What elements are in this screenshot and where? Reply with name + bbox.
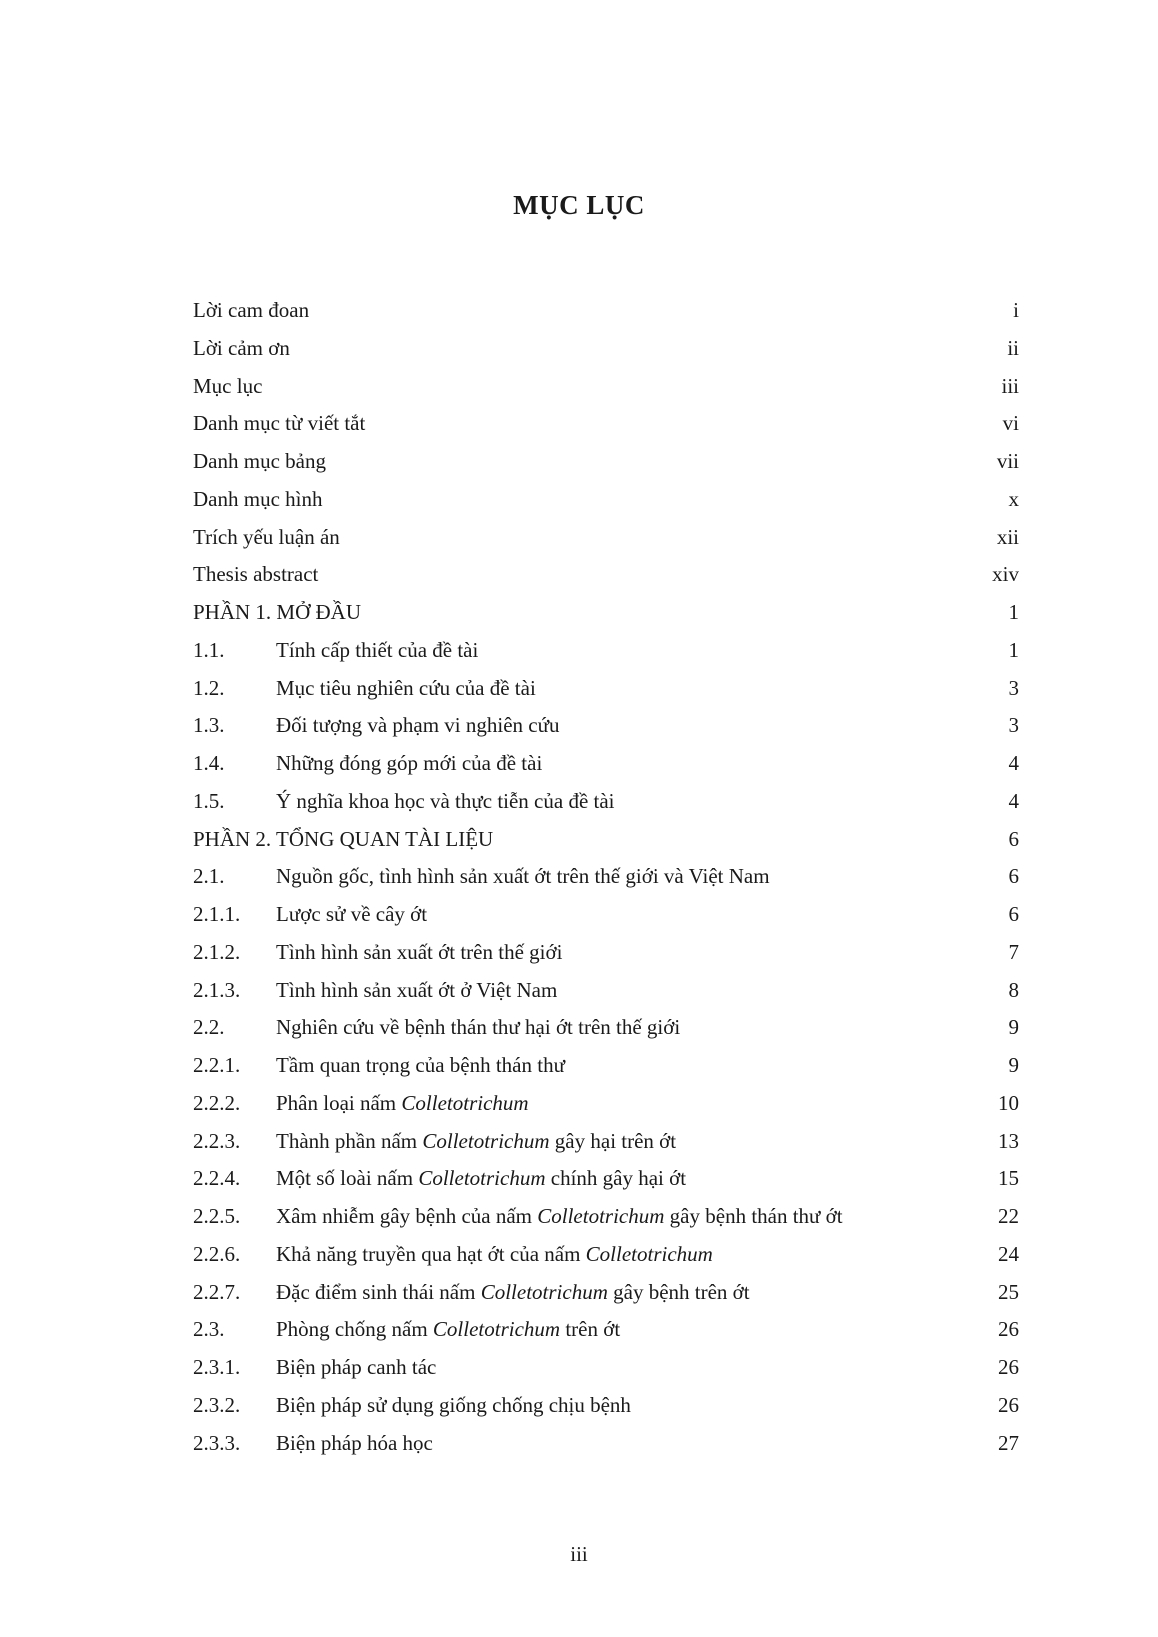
toc-entry-title-part: Những đóng góp mới của đề tài xyxy=(276,751,543,775)
toc-entry-title-part: PHẦN 2. TỔNG QUAN TÀI LIỆU xyxy=(193,826,494,851)
toc-entry-page: 4 xyxy=(1008,751,1019,775)
toc-entry-title-part: Thesis abstract xyxy=(193,562,319,587)
toc-entry-page: 3 xyxy=(1008,675,1019,700)
toc-entry-number: 2.2.3. xyxy=(193,1128,241,1153)
toc-entry-page: 15 xyxy=(998,1166,1019,1191)
page-number: iii xyxy=(570,1542,588,1566)
toc-entry-title xyxy=(193,481,322,519)
toc-entry-title-italic: Colletotrichum xyxy=(401,1090,529,1115)
toc-entry-title xyxy=(276,1047,565,1085)
toc-entry-title xyxy=(276,632,478,670)
toc-entry-title-part: Khả năng truyền qua hạt ớt của nấm xyxy=(276,1241,586,1266)
toc-entry-number: 2.2.4. xyxy=(193,1166,241,1191)
toc-entry-title-italic: Colletotrichum xyxy=(418,1166,546,1191)
toc-entry xyxy=(193,632,1019,670)
toc-entry xyxy=(193,1236,1019,1274)
toc-entry-title-part: Biện pháp canh tác xyxy=(276,1355,437,1379)
table-of-contents xyxy=(193,292,1019,1462)
toc-entry-page: 9 xyxy=(1008,1015,1019,1040)
toc-entry-title-part: Danh mục từ viết tắt xyxy=(193,411,366,436)
toc-entry-title-part: Thành phần nấm xyxy=(276,1128,423,1153)
toc-entry-page: xii xyxy=(996,524,1019,549)
toc-entry-page: 27 xyxy=(998,1430,1019,1455)
toc-entry-title xyxy=(193,368,262,406)
toc-entry-title xyxy=(276,670,536,708)
toc-entry xyxy=(193,1349,1019,1387)
toc-entry-title xyxy=(193,519,340,557)
toc-entry-title-italic: Colletotrichum xyxy=(432,1317,561,1342)
toc-entry-page: 6 xyxy=(1008,826,1019,851)
toc-entry-title-part: Đối tượng và phạm vi nghiên cứu xyxy=(276,713,560,738)
toc-entry-title-part: Nghiên cứu về bệnh thán thư hại ớt trên thế giới xyxy=(276,1015,681,1040)
toc-entry xyxy=(193,707,1019,745)
toc-entry-title-part: Xâm nhiễm gây bệnh của nấm xyxy=(276,1204,538,1228)
toc-entry xyxy=(193,594,1019,632)
toc-entry-title xyxy=(276,745,542,783)
toc-entry-page: 1 xyxy=(1008,600,1019,624)
toc-entry-number: 1.5. xyxy=(193,788,225,813)
toc-entry-title-part: gây hại trên ớt xyxy=(549,1128,677,1153)
toc-entry-page: 10 xyxy=(998,1090,1019,1115)
toc-entry-title xyxy=(193,821,493,859)
toc-entry xyxy=(193,896,1019,934)
toc-entry-number: 2.3.3. xyxy=(193,1430,241,1455)
toc-entry-title xyxy=(276,1123,676,1161)
toc-entry-page: 6 xyxy=(1008,864,1019,889)
toc-entry-number: 2.1. xyxy=(193,864,225,889)
toc-entry-number: 1.1. xyxy=(193,637,225,662)
toc-entry-number: 1.3. xyxy=(193,713,225,738)
toc-entry-page: 26 xyxy=(998,1392,1019,1417)
toc-entry-page: ii xyxy=(1007,335,1019,360)
toc-entry-title xyxy=(276,1160,686,1198)
toc-entry xyxy=(193,481,1019,519)
toc-entry-number: 1.2. xyxy=(193,675,225,700)
toc-entry-title-part: Trích yếu luận án xyxy=(193,524,340,549)
toc-entry xyxy=(193,1123,1019,1161)
toc-entry-page: x xyxy=(1008,486,1019,511)
toc-entry-title-italic: Colletotrichum xyxy=(585,1241,713,1266)
toc-entry-title xyxy=(193,292,309,330)
toc-entry-title xyxy=(276,1349,436,1387)
toc-entry-page: 8 xyxy=(1008,977,1019,1002)
toc-entry-page: i xyxy=(1013,298,1019,322)
toc-entry-page: 4 xyxy=(1008,788,1019,813)
toc-entry-page: 9 xyxy=(1008,1053,1019,1077)
toc-entry xyxy=(193,821,1019,859)
toc-entry-title-italic: Colletotrichum xyxy=(480,1279,608,1304)
toc-entry-title-part: Biện pháp sử dụng giống chống chịu bệnh xyxy=(276,1392,631,1417)
toc-entry-title xyxy=(276,1198,843,1236)
toc-entry-page: 26 xyxy=(998,1317,1019,1342)
toc-entry-page: 6 xyxy=(1008,902,1019,926)
toc-entry-page: 22 xyxy=(998,1204,1019,1228)
toc-entry xyxy=(193,368,1019,406)
toc-entry-page: 1 xyxy=(1008,637,1019,662)
toc-entry xyxy=(193,972,1019,1010)
toc-entry-title-italic: Colletotrichum xyxy=(537,1204,665,1228)
toc-entry-title-part: Phân loại nấm xyxy=(276,1090,402,1115)
toc-entry xyxy=(193,1274,1019,1312)
toc-entry-title xyxy=(276,1425,433,1463)
toc-entry-title xyxy=(276,783,615,821)
toc-entry-title xyxy=(193,594,361,632)
toc-entry xyxy=(193,1311,1019,1349)
toc-entry-number: 2.2.2. xyxy=(193,1090,241,1115)
toc-entry-page: 7 xyxy=(1008,939,1019,964)
toc-entry-title xyxy=(276,1236,713,1274)
toc-entry-number: 2.1.3. xyxy=(193,977,241,1002)
toc-entry-title xyxy=(193,405,365,443)
toc-entry-title-part: Mục tiêu nghiên cứu của đề tài xyxy=(276,675,536,700)
toc-entry-title-part: trên ớt xyxy=(560,1317,621,1342)
toc-entry xyxy=(193,405,1019,443)
toc-entry-title-part: Phòng chống nấm xyxy=(276,1317,433,1342)
toc-entry-title-part: Ý nghĩa khoa học và thực tiễn của đề tài xyxy=(276,788,615,813)
toc-entry-page: 24 xyxy=(998,1241,1019,1266)
toc-entry-title xyxy=(276,1311,620,1349)
toc-entry-title xyxy=(193,556,318,594)
toc-entry-title xyxy=(276,896,427,934)
toc-entry xyxy=(193,330,1019,368)
toc-entry-page: 26 xyxy=(998,1355,1019,1379)
toc-entry-title-part: PHẦN 1. MỞ ĐẦU xyxy=(193,600,362,624)
toc-entry-number: 2.2.6. xyxy=(193,1241,241,1266)
toc-entry-page: 25 xyxy=(998,1279,1019,1304)
toc-entry-title-part: Lời cảm ơn xyxy=(193,335,290,360)
toc-entry-number: 2.2.1. xyxy=(193,1053,241,1077)
toc-entry-title xyxy=(276,707,560,745)
toc-entry-number: 2.1.1. xyxy=(193,902,241,926)
toc-entry xyxy=(193,934,1019,972)
toc-entry-title-part: Tình hình sản xuất ớt trên thế giới xyxy=(276,939,563,964)
toc-entry xyxy=(193,292,1019,330)
toc-entry xyxy=(193,858,1019,896)
toc-entry-number: 2.3.1. xyxy=(193,1355,241,1379)
toc-entry-number: 1.4. xyxy=(193,751,225,775)
toc-entry xyxy=(193,1047,1019,1085)
toc-entry xyxy=(193,1425,1019,1463)
toc-entry xyxy=(193,1085,1019,1123)
toc-entry-page: xiv xyxy=(992,562,1019,587)
toc-entry-title-part: Một số loài nấm xyxy=(276,1166,419,1191)
toc-entry-page: 3 xyxy=(1008,713,1019,738)
toc-entry xyxy=(193,1387,1019,1425)
toc-entry-title-part: Danh mục hình xyxy=(193,486,323,511)
toc-entry-title xyxy=(276,1085,529,1123)
toc-entry-title-part: Tình hình sản xuất ớt ở Việt Nam xyxy=(276,977,558,1002)
toc-entry-number: 2.3. xyxy=(193,1317,225,1342)
toc-entry-title-part: gây bệnh trên ớt xyxy=(607,1279,750,1304)
toc-entry-title-part: Lược sử về cây ớt xyxy=(276,902,428,926)
toc-entry xyxy=(193,783,1019,821)
toc-entry-title-part: Đặc điểm sinh thái nấm xyxy=(276,1279,481,1304)
toc-entry-title-part: Tính cấp thiết của đề tài xyxy=(276,637,479,662)
toc-entry-title xyxy=(193,443,326,481)
toc-entry-title-part: gây bệnh thán thư ớt xyxy=(664,1204,843,1228)
toc-entry xyxy=(193,1009,1019,1047)
toc-entry-title xyxy=(276,1274,750,1312)
toc-entry-page: 13 xyxy=(998,1128,1019,1153)
toc-entry-number: 2.2.7. xyxy=(193,1279,241,1304)
page-title: MỤC LỤC xyxy=(513,190,645,220)
toc-entry xyxy=(193,670,1019,708)
toc-entry-number: 2.1.2. xyxy=(193,939,241,964)
toc-entry-number: 2.3.2. xyxy=(193,1392,241,1417)
toc-entry-title xyxy=(193,330,290,368)
toc-entry-title xyxy=(276,1009,680,1047)
toc-entry-title-part: Nguồn gốc, tình hình sản xuất ớt trên thế giới và Việt Nam xyxy=(276,864,770,889)
toc-entry-page: vii xyxy=(996,449,1019,473)
toc-entry-title-part: chính gây hại ớt xyxy=(545,1166,687,1191)
toc-entry xyxy=(193,443,1019,481)
toc-entry xyxy=(193,1198,1019,1236)
toc-entry-title xyxy=(276,934,562,972)
toc-entry-number: 2.2. xyxy=(193,1015,225,1040)
toc-entry-title-part: Danh mục bảng xyxy=(193,449,326,473)
toc-entry-title xyxy=(276,858,770,896)
toc-entry-title-part: Biện pháp hóa học xyxy=(276,1430,433,1455)
toc-entry xyxy=(193,556,1019,594)
toc-entry-page: vi xyxy=(1002,411,1019,436)
toc-entry xyxy=(193,745,1019,783)
toc-entry-number: 2.2.5. xyxy=(193,1204,241,1228)
toc-entry-title-part: Mục lục xyxy=(193,373,263,398)
toc-entry xyxy=(193,1160,1019,1198)
toc-entry-title-part: Tầm quan trọng của bệnh thán thư xyxy=(276,1053,565,1077)
toc-entry xyxy=(193,519,1019,557)
toc-entry-title-part: Lời cam đoan xyxy=(193,298,310,322)
toc-entry-title xyxy=(276,1387,631,1425)
toc-entry-title-italic: Colletotrichum xyxy=(422,1128,550,1153)
toc-entry-page: iii xyxy=(1001,373,1019,398)
toc-entry-title xyxy=(276,972,557,1010)
